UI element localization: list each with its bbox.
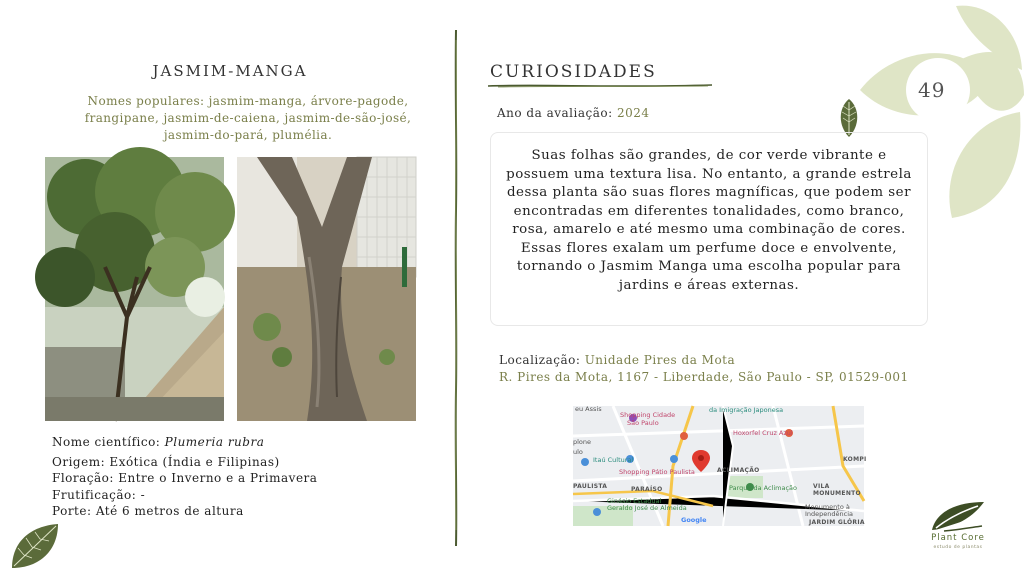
plant-core-logo-icon [930, 500, 986, 532]
map-label-parque: Parque da Aclimação [729, 484, 798, 492]
map-label-shopping-patio: Shopping Pátio Paulista [619, 468, 695, 476]
map-label-google: Google [681, 516, 707, 524]
scientific-name-value: Plumeria rubra [164, 435, 265, 449]
map-label-assis: eu Assis [575, 405, 602, 413]
leaf-icon-bottom-left [8, 522, 60, 572]
trunk-photo [237, 157, 416, 421]
location-label: Localização: [499, 353, 585, 367]
map-label-monumento: Monumento à Independência [805, 503, 854, 518]
logo-name: Plant Core [931, 533, 985, 543]
plant-facts [52, 434, 432, 520]
logo-tagline: estudo de plantas [933, 545, 983, 550]
vertical-divider [452, 30, 460, 546]
map-label-aclimacao: ACLIMAÇÃO [717, 467, 760, 474]
tree-photo [45, 157, 224, 421]
page-number: 49 [918, 78, 946, 102]
map-label-itau-cultural: Itaú Cultural [593, 456, 634, 464]
evaluation-year [497, 106, 650, 120]
map-label-ulo: ulo [573, 448, 583, 456]
map-label-hoxorfel: Hoxorfel Cruz Azul [733, 429, 793, 437]
origin: Origem: Exótica (Índia e Filipinas) [52, 454, 280, 469]
flowering: Floração: Entre o Inverno e a Primavera [52, 471, 318, 485]
plant-title: JASMIM-MANGA [152, 62, 308, 80]
map-label-vila-monumento: VILA MONUMENTO [813, 483, 861, 497]
location-value: Unidade Pires da Mota [584, 353, 736, 367]
scientific-name-label: Nome científico: [52, 435, 165, 449]
map-label-shopping-cidade: Shopping Cidade [620, 411, 676, 419]
scientific-name-row [52, 434, 432, 451]
map-label-ginasio: Ginásio Estadual Geraldo José de Almeida [607, 497, 687, 512]
evaluation-year-label: Ano da avaliação: [497, 106, 617, 120]
map-label-paraiso: PARAÍSO [631, 486, 663, 493]
map-label-sao-paulo: São Paulo [627, 419, 659, 427]
map-label-paulista: PAULISTA [573, 483, 608, 490]
map-label-jardim: JARDIM GLÓRIA [809, 519, 865, 526]
location-block [499, 352, 909, 386]
curiosities-text: Suas folhas são grandes, de cor verde vibrante e possuem uma textura lisa. No entanto, a grande estrela dessa planta são suas flores magníficas, que podem ser encontradas em diferentes tonalidades, como branco, rosa, amarelo e até mesmo uma combinação de cores. Essas flores exalam um perfume doce e envolvente, tornando o Jasmim Manga uma escolha popular para jardins e áreas externas. [506, 148, 912, 293]
curiosities-title: CURIOSIDADES [490, 62, 657, 82]
size: Porte: Até 6 metros de altura [52, 504, 244, 518]
map-label-imigracao: da Imigração Japonesa [709, 406, 784, 414]
map-label-plone: plone [573, 438, 592, 446]
location-row [499, 352, 909, 369]
evaluation-year-value: 2024 [616, 106, 650, 120]
address: R. Pires da Mota, 1167 - Liberdade, São Paulo - SP, 01529-001 [499, 370, 909, 384]
title-underline [488, 82, 712, 90]
map-label-komp: KOMPI [843, 456, 867, 463]
location-map[interactable] [573, 405, 867, 526]
popular-names: Nomes populares: jasmim-manga, árvore-pagode, frangipane, jasmim-de-caiena, jasmim-de-são-josé, jasmim-do-pará, plumélia. [84, 94, 412, 142]
fruiting: Frutificação: - [52, 487, 146, 502]
